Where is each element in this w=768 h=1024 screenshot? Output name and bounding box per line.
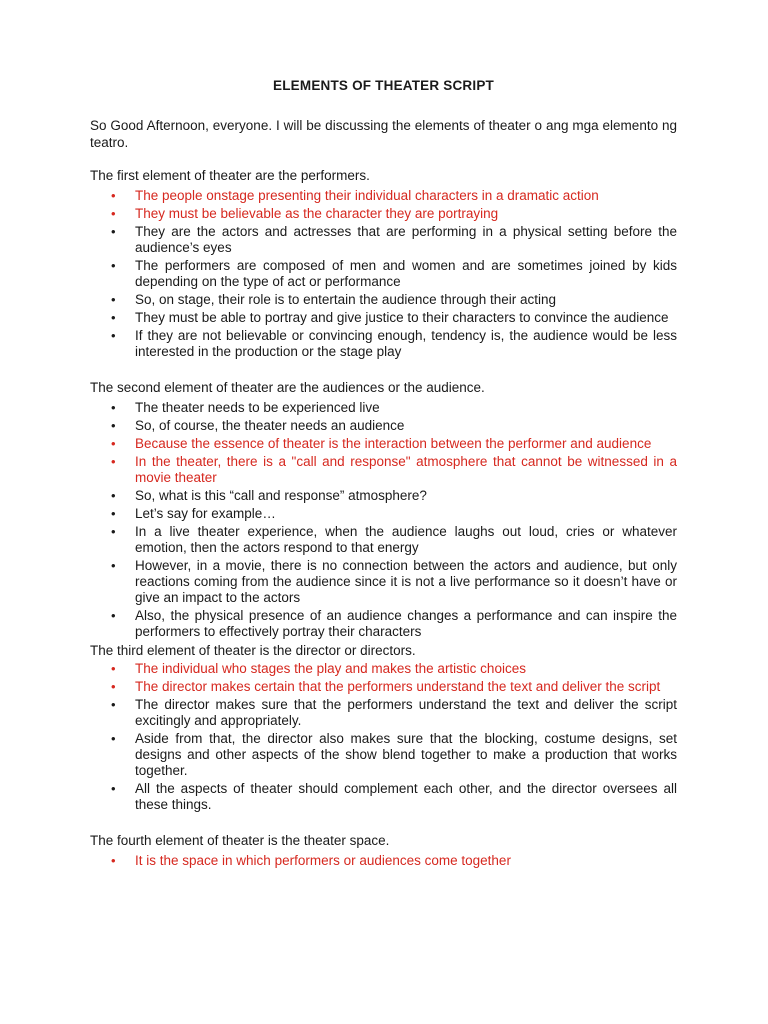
bullet-icon: •	[111, 608, 116, 623]
bullet-icon: •	[111, 400, 116, 415]
list-item	[111, 506, 677, 522]
bullet-icon: •	[111, 488, 116, 503]
bullet-icon: •	[111, 731, 116, 746]
list-item-text: The director makes certain that the performers understand the text and deliver the script	[135, 679, 661, 694]
list-item-text: In the theater, there is a "call and response" atmosphere that cannot be witnessed in a movie theater	[135, 454, 677, 485]
bullet-icon: •	[111, 558, 116, 573]
bullet-icon: •	[111, 188, 116, 203]
list-item-text: They must be believable as the character they are portraying	[135, 206, 499, 221]
list-item	[111, 328, 677, 360]
list-item	[111, 400, 677, 416]
bullet-icon: •	[111, 328, 116, 343]
document-page	[90, 77, 677, 871]
list-item-text: The people onstage presenting their individual characters in a dramatic action	[135, 188, 599, 203]
list-item	[111, 558, 677, 606]
list-item	[111, 258, 677, 290]
section-heading-director: The third element of theater is the director or directors.	[90, 643, 416, 658]
bullet-icon: •	[111, 436, 116, 451]
list-item-text: The director makes sure that the performers understand the text and deliver the script excitingly and appropriately.	[135, 697, 677, 728]
bullet-icon: •	[111, 310, 116, 325]
list-item-text: If they are not believable or convincing enough, tendency is, the audience would be less interested in the production or the stage play	[135, 328, 677, 359]
bullet-icon: •	[111, 853, 116, 868]
bullet-icon: •	[111, 454, 116, 469]
list-item-text: The performers are composed of men and women and are sometimes joined by kids depending on the type of act or performance	[135, 258, 677, 289]
bullet-list-performers	[90, 188, 677, 360]
section-spacer	[90, 362, 677, 379]
list-item-text: They must be able to portray and give justice to their characters to convince the audience	[135, 310, 669, 325]
list-item-text: Also, the physical presence of an audience changes a performance and can inspire the performers to effectively portray their characters	[135, 608, 677, 639]
bullet-list-director	[90, 661, 677, 813]
list-item	[111, 418, 677, 434]
list-item	[111, 524, 677, 556]
list-item	[111, 853, 677, 869]
bullet-icon: •	[111, 661, 116, 676]
list-item	[111, 188, 677, 204]
list-item	[111, 206, 677, 222]
intro-paragraph: So Good Afternoon, everyone. I will be discussing the elements of theater o ang mga elemento ng teatro.	[90, 118, 677, 150]
list-item	[111, 781, 677, 813]
list-item	[111, 488, 677, 504]
list-item-text: However, in a movie, there is no connection between the actors and audience, but only reactions coming from the audience since it is not a live performance so it doesn’t have or give an impact to the actors	[135, 558, 677, 605]
list-item	[111, 436, 677, 452]
list-item	[111, 292, 677, 308]
bullet-icon: •	[111, 292, 116, 307]
bullet-icon: •	[111, 206, 116, 221]
bullet-icon: •	[111, 524, 116, 539]
bullet-icon: •	[111, 418, 116, 433]
bullet-icon: •	[111, 781, 116, 796]
list-item-text: So, what is this “call and response” atmosphere?	[135, 488, 427, 503]
list-item-text: The theater needs to be experienced live	[135, 400, 380, 415]
list-item-text: The individual who stages the play and makes the artistic choices	[135, 661, 526, 676]
list-item	[111, 661, 677, 677]
section-heading-theater-space: The fourth element of theater is the theater space.	[90, 833, 390, 848]
document-title: ELEMENTS OF THEATER SCRIPT	[273, 78, 494, 93]
bullet-icon: •	[111, 258, 116, 273]
list-item	[111, 697, 677, 729]
list-item-text: They are the actors and actresses that are performing in a physical setting before the audience’s eyes	[135, 224, 677, 255]
list-item-text: Because the essence of theater is the interaction between the performer and audience	[135, 436, 652, 451]
list-item-text: So, of course, the theater needs an audience	[135, 418, 405, 433]
list-item-text: It is the space in which performers or audiences come together	[135, 853, 511, 868]
list-item	[111, 454, 677, 486]
section-spacer	[90, 815, 677, 832]
bullet-icon: •	[111, 506, 116, 521]
list-item	[111, 224, 677, 256]
list-item	[111, 608, 677, 640]
list-item-text: All the aspects of theater should complement each other, and the director oversees all these things.	[135, 781, 677, 812]
list-item-text: So, on stage, their role is to entertain the audience through their acting	[135, 292, 557, 307]
list-item-text: Let’s say for example…	[135, 506, 276, 521]
section-heading-performers: The first element of theater are the performers.	[90, 168, 370, 183]
bullet-icon: •	[111, 679, 116, 694]
bullet-icon: •	[111, 224, 116, 239]
list-item-text: Aside from that, the director also makes sure that the blocking, costume designs, set designs and other aspects of the show blend together to make a production that works together.	[135, 731, 677, 778]
list-item	[111, 310, 677, 326]
list-item	[111, 679, 677, 695]
section-heading-audience: The second element of theater are the audiences or the audience.	[90, 380, 485, 395]
list-item-text: In a live theater experience, when the audience laughs out loud, cries or whatever emotion, then the actors respond to that energy	[135, 524, 677, 555]
bullet-list-audience	[90, 400, 677, 640]
bullet-icon: •	[111, 697, 116, 712]
bullet-list-theater-space	[90, 853, 677, 869]
list-item	[111, 731, 677, 779]
